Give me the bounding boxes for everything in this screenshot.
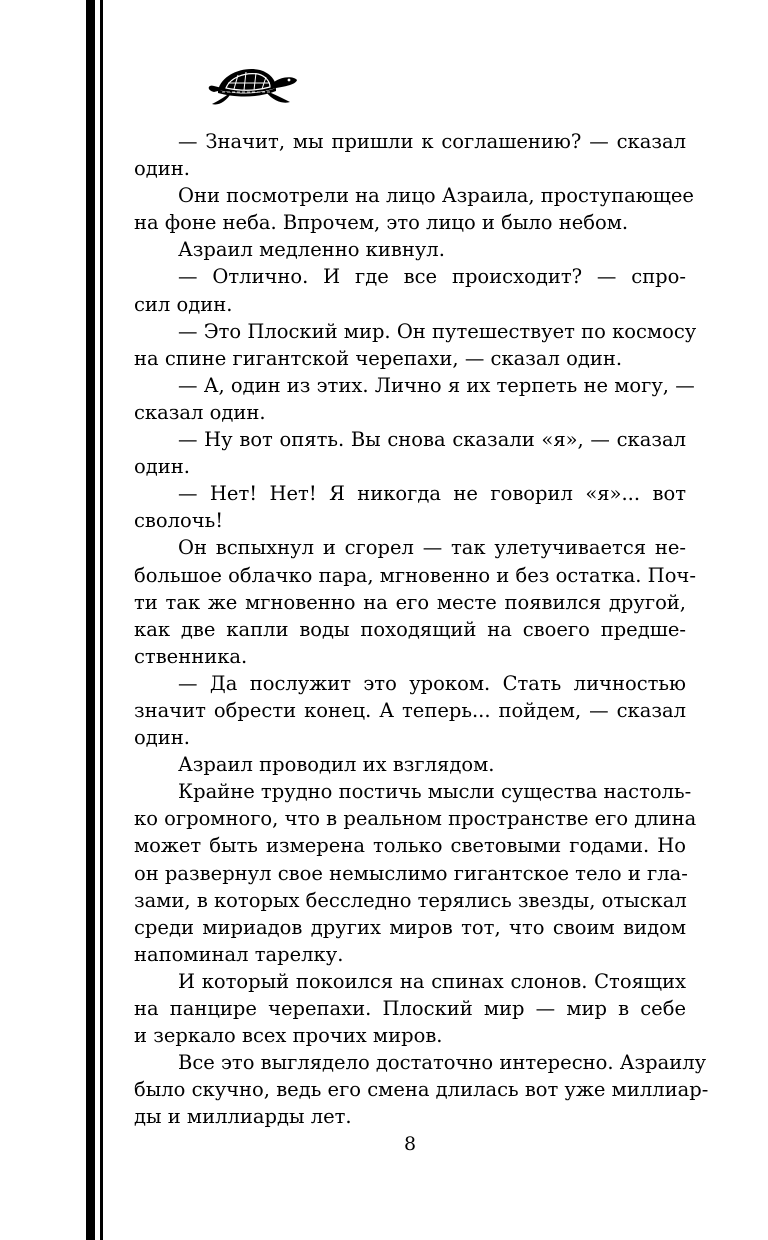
text-line: И который покоился на спинах слонов. Стоящих (178, 969, 686, 993)
text-line: Азраил проводил их взглядом. (178, 753, 495, 777)
text-line: большое облачко пара, мгновенно и без остатка. Поч- (134, 563, 696, 587)
text-line: зами, в которых бесследно терялись звезды, отыскал (134, 888, 687, 912)
text-line: Азраил медленно кивнул. (178, 238, 445, 262)
text-line: как две капли воды походящий на своего предше- (134, 617, 686, 641)
text-line: сил один. (134, 292, 233, 316)
text-line: один. (134, 455, 190, 479)
text-line: на панцире черепахи. Плоский мир — мир в себе (134, 997, 686, 1020)
text-line: и зеркало всех прочих миров. (134, 1024, 443, 1048)
text-line: среди мириадов других миров тот, что своим видом (134, 915, 686, 939)
text-line: Он вспыхнул и сгорел — так улетучивается не- (178, 536, 686, 560)
text-line: сволочь! (134, 509, 224, 533)
text-line: — Это Плоский мир. Он путешествует по космосу (178, 319, 697, 343)
text-line: сказал один. (134, 400, 266, 424)
text-line: значит обрести конец. А теперь... пойдем, — сказал (134, 698, 686, 722)
page-number: 8 (403, 1133, 417, 1155)
text-line: — А, один из этих. Лично я их терпеть не могу, — (178, 373, 695, 397)
text-line: — Ну вот опять. Вы снова сказали «я», — сказал (178, 428, 686, 452)
text-line: Они посмотрели на лицо Азраила, проступающее (178, 184, 694, 208)
text-line: — Отлично. И где все происходит? — спро- (178, 265, 686, 289)
text-line: Все это выглядело достаточно интересно. Азраилу (178, 1051, 707, 1075)
text-line: на фоне неба. Впрочем, это лицо и было небом. (134, 211, 629, 235)
text-line: ко огромного, что в реальном пространстве его длина (134, 807, 697, 831)
text-line: ды и миллиарды лет. (134, 1105, 352, 1129)
text-line: напоминал тарелку. (134, 942, 344, 966)
text-line: может быть измерена только световыми годами. Но (134, 834, 686, 858)
text-line: на спине гигантской черепахи, — сказал один. (134, 346, 623, 370)
text-line: — Значит, мы пришли к соглашению? — сказал (178, 130, 686, 153)
text-line: было скучно, ведь его смена длилась вот уже миллиар- (134, 1078, 709, 1102)
text-line: ственника. (134, 644, 248, 668)
body-text (134, 128, 709, 1130)
text-line: ти так же мгновенно на его месте появился другой, (134, 590, 686, 614)
text-line: Крайне трудно постичь мысли существа настоль- (178, 780, 692, 804)
text-line: — Да послужит это уроком. Стать личностью (178, 671, 686, 695)
text-line: он развернул свое немыслимо гигантское тело и гла- (134, 861, 688, 885)
spine-border-thin (100, 0, 103, 1240)
text-line: один. (134, 157, 190, 181)
spine-border-thick (86, 0, 95, 1240)
turtle-icon (204, 62, 300, 108)
text-line: один. (134, 726, 190, 750)
text-line: — Нет! Нет! Я никогда не говорил «я»... вот (178, 482, 686, 506)
